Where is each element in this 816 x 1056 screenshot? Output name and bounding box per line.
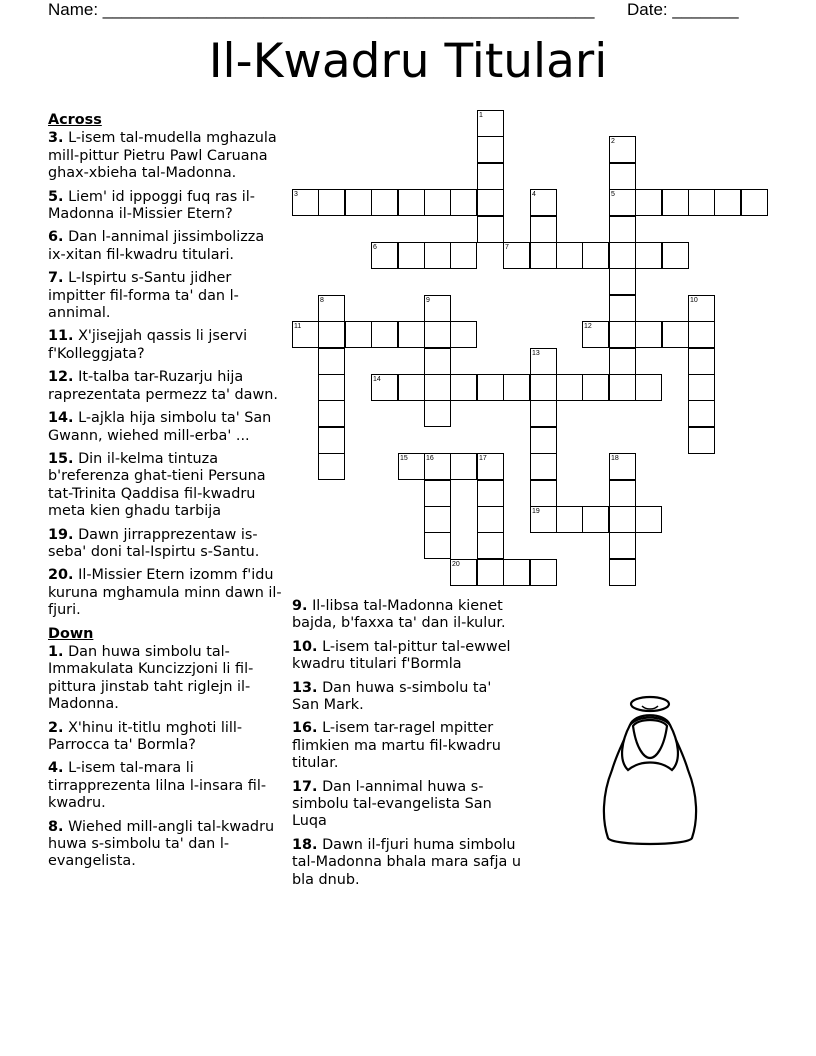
grid-cell[interactable] [530, 348, 557, 375]
grid-cell[interactable] [371, 321, 398, 348]
grid-cell-number: 19 [532, 508, 540, 515]
grid-cell[interactable] [530, 480, 557, 507]
grid-cell[interactable] [345, 189, 372, 216]
grid-cell[interactable] [609, 559, 636, 586]
clue-text: Liem' id ippoggi fuq ras il-Madonna il-Missier Etern? [48, 188, 255, 223]
grid-cell[interactable] [318, 400, 345, 427]
clue-down-4 [48, 760, 284, 812]
clue-down-16 [292, 720, 522, 772]
grid-cell[interactable] [530, 216, 557, 243]
clue-number: 13. [292, 679, 318, 696]
grid-cell[interactable] [582, 506, 609, 533]
clue-text: Il-Missier Etern izomm f'idu kuruna mghamula minn dawn il-fjuri. [48, 567, 282, 619]
grid-cell[interactable] [530, 400, 557, 427]
clue-down-1 [48, 644, 284, 714]
clue-across-3 [48, 130, 284, 182]
madonna-figure-icon [600, 690, 700, 855]
grid-cell[interactable] [318, 374, 345, 401]
clue-text: Dan huwa s-simbolu ta' San Mark. [292, 679, 492, 714]
grid-cell[interactable] [635, 321, 662, 348]
grid-cell[interactable] [292, 189, 319, 216]
clue-number: 18. [292, 836, 318, 853]
grid-cell[interactable] [318, 427, 345, 454]
grid-cell[interactable] [609, 242, 636, 269]
grid-cell-number: 10 [690, 297, 698, 304]
grid-cell-number: 18 [611, 455, 619, 462]
grid-cell[interactable] [371, 242, 398, 269]
clue-number: 11. [48, 328, 74, 345]
grid-cell[interactable] [450, 559, 477, 586]
grid-cell[interactable] [688, 321, 715, 348]
grid-cell[interactable] [741, 189, 768, 216]
grid-cell[interactable] [450, 453, 477, 480]
grid-cell[interactable] [424, 506, 451, 533]
grid-cell[interactable] [609, 453, 636, 480]
grid-cell[interactable] [477, 163, 504, 190]
clues-left-column [48, 112, 284, 877]
grid-cell[interactable] [424, 532, 451, 559]
clue-number: 19. [48, 526, 74, 543]
clue-number: 4. [48, 760, 64, 777]
grid-cell[interactable] [503, 559, 530, 586]
grid-cell-number: 3 [294, 191, 298, 198]
grid-cell[interactable] [609, 374, 636, 401]
grid-cell[interactable] [609, 216, 636, 243]
grid-cell[interactable] [714, 189, 741, 216]
grid-cell[interactable] [556, 374, 583, 401]
grid-cell[interactable] [609, 136, 636, 163]
grid-cell[interactable] [503, 374, 530, 401]
clue-number: 7. [48, 270, 64, 287]
name-field-line[interactable]: Name: ____________________________________________________ [48, 0, 595, 19]
grid-cell-number: 12 [584, 323, 592, 330]
clue-number: 6. [48, 229, 64, 246]
clue-text: X'jisejjah qassis li jservi f'Kolleggjata? [48, 328, 248, 362]
grid-cell[interactable] [477, 374, 504, 401]
clue-text: L-isem tar-ragel mpitter flimkien ma martu fil-kwadru titular. [292, 720, 501, 772]
grid-cell[interactable] [424, 189, 451, 216]
grid-cell[interactable] [635, 506, 662, 533]
grid-cell-number: 6 [373, 244, 377, 251]
clue-text: X'hinu it-titlu mghoti lill-Parrocca ta' Bormla? [48, 719, 243, 753]
grid-cell[interactable] [530, 427, 557, 454]
grid-cell-number: 4 [532, 191, 536, 198]
clue-down-2 [48, 720, 284, 755]
clue-down-9 [292, 598, 522, 633]
clue-number: 1. [48, 643, 64, 660]
grid-cell[interactable] [424, 453, 451, 480]
clue-text: L-ajkla hija simbolu ta' San Gwann, wiehed mill-erba' ... [48, 410, 272, 444]
clue-text: It-talba tar-Ruzarju hija raprezentata permezz ta' dawn. [48, 369, 278, 403]
clue-across-12 [48, 369, 284, 404]
grid-cell[interactable] [398, 321, 425, 348]
clue-number: 9. [292, 598, 308, 614]
grid-cell[interactable] [556, 506, 583, 533]
grid-cell-number: 20 [452, 561, 460, 568]
clue-text: Dan l-annimal huwa s-simbolu tal-evangelista San Luqa [292, 778, 492, 830]
grid-cell[interactable] [662, 189, 689, 216]
grid-cell[interactable] [318, 453, 345, 480]
grid-cell[interactable] [477, 480, 504, 507]
clue-across-20 [48, 567, 284, 619]
grid-cell[interactable] [450, 374, 477, 401]
grid-cell[interactable] [318, 348, 345, 375]
clue-across-5 [48, 189, 284, 224]
grid-cell[interactable] [398, 189, 425, 216]
clue-text: Dan huwa simbolu tal-Immakulata Kuncizzjoni li fil-pittura jinstab taht riglejn il-Madonna. [48, 643, 254, 713]
grid-cell[interactable] [609, 295, 636, 322]
grid-cell[interactable] [424, 400, 451, 427]
grid-cell[interactable] [424, 321, 451, 348]
grid-cell-number: 2 [611, 138, 615, 145]
grid-cell[interactable] [688, 348, 715, 375]
grid-cell-number: 1 [479, 112, 483, 119]
grid-cell[interactable] [688, 427, 715, 454]
clue-across-15 [48, 451, 284, 521]
clue-number: 12. [48, 369, 74, 386]
clue-down-8 [48, 819, 284, 871]
clue-text: L-isem tal-mudella mghazula mill-pittur Pietru Pawl Caruana ghax-xbieha tal-Madonna. [48, 130, 277, 182]
grid-cell[interactable] [424, 348, 451, 375]
grid-cell-number: 13 [532, 350, 540, 357]
clue-across-7 [48, 270, 284, 322]
grid-cell[interactable] [582, 242, 609, 269]
grid-cell[interactable] [582, 374, 609, 401]
grid-cell-number: 7 [505, 244, 509, 251]
grid-cell[interactable] [477, 532, 504, 559]
clue-across-14 [48, 410, 284, 445]
clue-text: Wiehed mill-angli tal-kwadru huwa s-simbolu ta' dan l-evangelista. [48, 818, 275, 870]
clue-text: Dawn jirrapprezentaw is-seba' doni tal-Ispirtu s-Santu. [48, 526, 260, 560]
grid-cell[interactable] [450, 189, 477, 216]
clue-across-6 [48, 229, 284, 264]
grid-cell[interactable] [609, 348, 636, 375]
grid-cell[interactable] [662, 321, 689, 348]
grid-cell[interactable] [450, 242, 477, 269]
grid-cell[interactable] [503, 242, 530, 269]
grid-cell[interactable] [635, 189, 662, 216]
grid-cell[interactable] [398, 374, 425, 401]
grid-cell[interactable] [609, 321, 636, 348]
clue-number: 10. [292, 638, 318, 655]
clue-text: Din il-kelma tintuza b'referenza ghat-tieni Persuna tat-Trinita Qaddisa fil-kwadru meta kien ghadu tarbija [48, 450, 266, 520]
grid-cell[interactable] [477, 216, 504, 243]
clue-down-13 [292, 680, 522, 715]
grid-cell[interactable] [609, 480, 636, 507]
clue-down-17 [292, 779, 522, 831]
clue-number: 16. [292, 720, 318, 737]
grid-cell[interactable] [477, 189, 504, 216]
clue-number: 15. [48, 450, 74, 467]
grid-cell[interactable] [477, 506, 504, 533]
grid-cell[interactable] [609, 506, 636, 533]
grid-cell[interactable] [688, 295, 715, 322]
grid-cell[interactable] [609, 163, 636, 190]
clue-number: 3. [48, 130, 64, 147]
grid-cell[interactable] [318, 189, 345, 216]
clue-number: 14. [48, 410, 74, 427]
grid-cell[interactable] [424, 242, 451, 269]
grid-cell[interactable] [424, 295, 451, 322]
grid-cell[interactable] [530, 453, 557, 480]
grid-cell[interactable] [530, 506, 557, 533]
page-title: Il-Kwadru Titulari [208, 34, 608, 89]
grid-cell[interactable] [424, 480, 451, 507]
grid-cell[interactable] [450, 321, 477, 348]
grid-cell-number: 14 [373, 376, 381, 383]
grid-cell[interactable] [345, 321, 372, 348]
grid-cell[interactable] [318, 295, 345, 322]
clue-across-11 [48, 328, 284, 363]
grid-cell-number: 15 [400, 455, 408, 462]
grid-cell[interactable] [609, 189, 636, 216]
grid-cell[interactable] [582, 321, 609, 348]
grid-cell[interactable] [398, 453, 425, 480]
grid-cell[interactable] [530, 189, 557, 216]
clue-text: Il-libsa tal-Madonna kienet bajda, b'faxxa ta' dan il-kulur. [292, 598, 506, 632]
grid-cell[interactable] [318, 321, 345, 348]
grid-cell[interactable] [530, 374, 557, 401]
grid-cell[interactable] [556, 242, 583, 269]
grid-cell[interactable] [688, 189, 715, 216]
grid-cell[interactable] [371, 189, 398, 216]
clue-number: 2. [48, 719, 64, 736]
grid-cell[interactable] [530, 242, 557, 269]
grid-cell[interactable] [398, 242, 425, 269]
across-heading: Across [48, 112, 102, 128]
grid-cell[interactable] [477, 559, 504, 586]
grid-cell[interactable] [662, 242, 689, 269]
grid-cell-number: 8 [320, 297, 324, 304]
clue-text: L-isem tal-mara li tirrapprezenta lilna l-insara fil-kwadru. [48, 760, 267, 812]
clue-number: 5. [48, 188, 64, 205]
clue-number: 17. [292, 778, 318, 795]
grid-cell-number: 5 [611, 191, 615, 198]
grid-cell[interactable] [424, 374, 451, 401]
grid-cell[interactable] [635, 242, 662, 269]
grid-cell-number: 9 [426, 297, 430, 304]
grid-cell-number: 17 [479, 455, 487, 462]
clue-across-19 [48, 527, 284, 562]
clue-text: Dan l-annimal jissimbolizza ix-xitan fil-kwadru titulari. [48, 229, 265, 263]
down-heading: Down [48, 625, 94, 642]
grid-cell[interactable] [371, 374, 398, 401]
grid-cell[interactable] [530, 559, 557, 586]
grid-cell[interactable] [609, 532, 636, 559]
grid-cell[interactable] [688, 400, 715, 427]
clue-text: L-isem tal-pittur tal-ewwel kwadru titulari f'Bormla [292, 638, 511, 673]
grid-cell[interactable] [477, 136, 504, 163]
grid-cell[interactable] [635, 374, 662, 401]
grid-cell-number: 16 [426, 455, 434, 462]
clue-down-10 [292, 639, 522, 674]
clue-down-18 [292, 837, 522, 889]
grid-cell[interactable] [688, 374, 715, 401]
grid-cell[interactable] [292, 321, 319, 348]
clue-text: Dawn il-fjuri huma simbolu tal-Madonna bhala mara safja u bla dnub. [292, 836, 521, 888]
grid-cell[interactable] [609, 268, 636, 295]
grid-cell[interactable] [477, 453, 504, 480]
clue-number: 20. [48, 567, 74, 584]
clue-number: 8. [48, 818, 64, 835]
clue-text: L-Ispirtu s-Santu jidher impitter fil-forma ta' dan l-annimal. [48, 270, 239, 322]
grid-cell[interactable] [477, 110, 504, 137]
date-field-line[interactable]: Date: _______ [627, 0, 739, 19]
clues-right-column [292, 598, 522, 895]
grid-cell-number: 11 [294, 323, 302, 330]
